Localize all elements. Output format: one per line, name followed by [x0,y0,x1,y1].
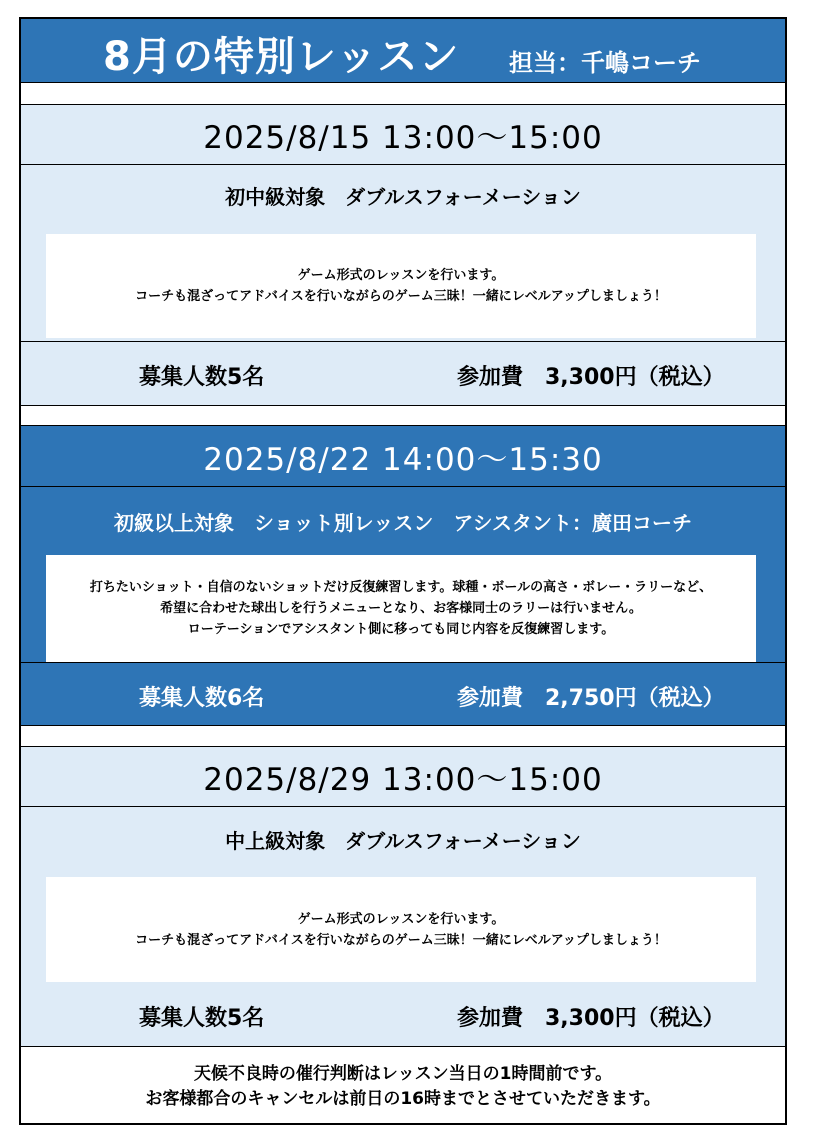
lesson-1-body [21,164,785,341]
lesson-2-description [46,555,756,662]
lesson-2-target: 初級以上対象 ショット別レッスン アシスタント：廣田コーチ [114,511,692,535]
lesson-1-date-row [21,104,785,164]
coach-label: 担当：千嶋コーチ [509,49,701,77]
lesson-1-capacity: 募集人数5名 [139,365,265,390]
lesson-1-fee: 参加費 3,300円（税込） [457,365,725,390]
lesson-3-date: 2025/8/29 13:00～15:00 [203,762,603,798]
lesson-flyer [19,17,787,1125]
lesson-1-description [46,234,756,338]
lesson-2-fee: 参加費 2,750円（税込） [457,686,725,711]
lesson-2-date: 2025/8/22 14:00～15:30 [203,441,603,478]
lesson-1-desc-line-1: ゲーム形式のレッスンを行います。 [297,268,505,283]
lesson-1-desc-line-2: コーチも混ざってアドバイスを行いながらのゲーム三昧！一緒にレベルアップしましょう！ [135,289,667,304]
lesson-2-body [21,486,785,662]
lesson-1-date: 2025/8/15 13:00～15:00 [203,120,603,156]
lesson-3-fee: 参加費 3,300円（税込） [457,1006,725,1031]
lesson-3-body [21,806,785,1047]
page-title: 8月の特別レッスン [103,34,460,80]
lesson-2-capacity: 募集人数6名 [139,686,265,711]
lesson-2-desc-line-3: ローテーションでアシスタント側に移っても同じ内容を反復練習します。 [187,622,615,637]
lesson-2-date-row [21,425,785,486]
lesson-3-target: 中上級対象 ダブルスフォーメーション [225,829,581,853]
lesson-1-target: 初中級対象 ダブルスフォーメーション [225,185,581,209]
lesson-3-date-row [21,746,785,806]
lesson-2-desc-line-1: 打ちたいショット・自信のないショットだけ反復練習します。球種・ボールの高さ・ボレー・ラリーなど、 [89,580,713,595]
lesson-2-desc-line-2: 希望に合わせた球出しを行うメニューとなり、お客様同士のラリーは行いません。 [160,601,642,616]
footer-line-1: 天候不良時の催行判断はレッスン当日の1時間前です。 [193,1063,613,1084]
lesson-3-capacity: 募集人数5名 [139,1006,265,1031]
footer-line-2: お客様都合のキャンセルは前日の16時までとさせていただきます。 [145,1088,661,1109]
footer-notice [21,1048,785,1125]
lesson-1-info-row [21,341,785,406]
lesson-3-desc-line-1: ゲーム形式のレッスンを行います。 [297,911,505,927]
title-bar [21,19,785,83]
lesson-3-description [46,877,756,982]
lesson-3-desc-line-2: コーチも混ざってアドバイスを行いながらのゲーム三昧！一緒にレベルアップしましょう！ [135,932,667,948]
lesson-2-info-row [21,662,785,726]
